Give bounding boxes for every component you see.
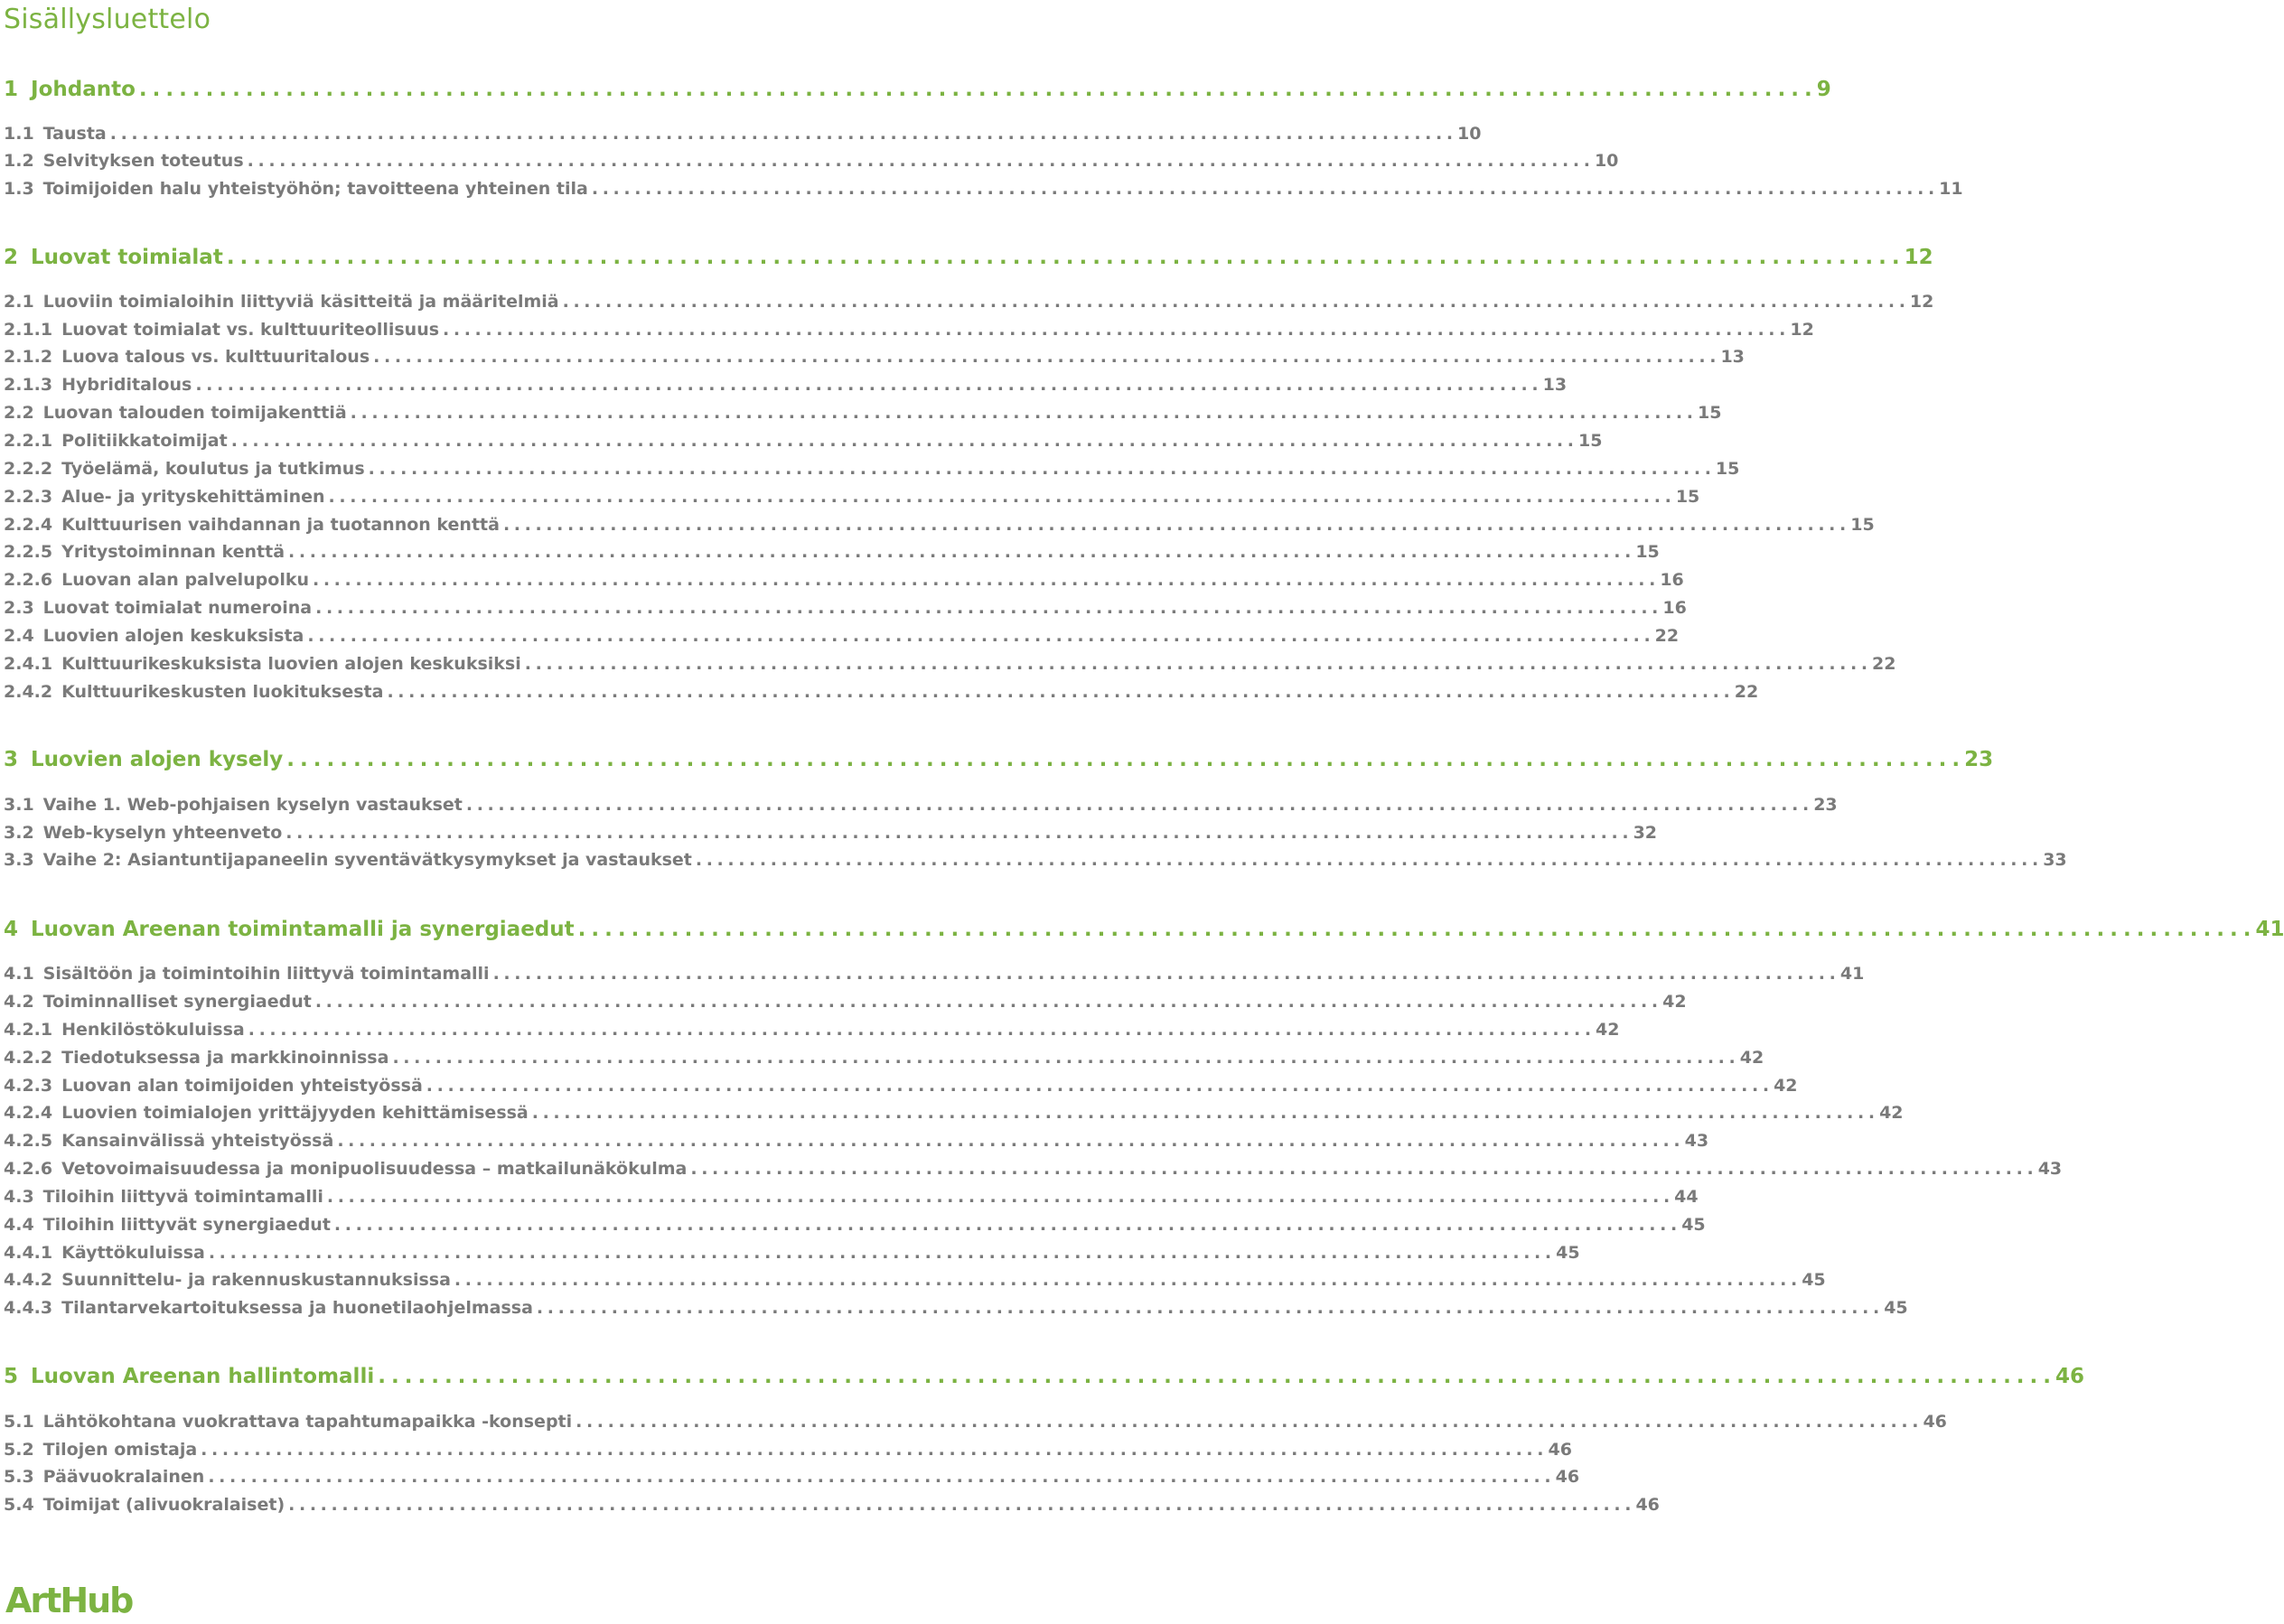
toc-entry-page: 15 <box>1715 459 1740 479</box>
toc-entry-page: 33 <box>2043 850 2067 870</box>
toc-chapter-entry[interactable] <box>4 74 1831 105</box>
toc-entry-label: Luovan talouden toimijakenttiä <box>42 403 347 423</box>
toc-entry-number: 2.1.1 <box>4 320 53 340</box>
toc-leader-dots <box>231 428 1573 454</box>
toc-entry-page: 42 <box>1879 1103 1904 1123</box>
toc-entry-label: Kulttuurikeskusten luokituksesta <box>61 682 384 702</box>
toc-entry-number: 2 <box>4 246 19 269</box>
toc-entry-number: 4.4.3 <box>4 1298 53 1318</box>
toc-entry-label: Vaihe 2: Asiantuntijapaneelin syventävätkysymykset ja vastaukset <box>42 850 692 870</box>
toc-section-entry[interactable] <box>4 1156 2063 1182</box>
toc-chapter-entry[interactable] <box>4 744 1994 775</box>
toc-section-entry[interactable] <box>4 651 1896 677</box>
toc-entry-page: 22 <box>1654 626 1680 646</box>
toc-section-entry[interactable] <box>4 1100 1904 1126</box>
toc-leader-dots <box>315 989 1657 1015</box>
toc-entry-label: Päävuokralainen <box>42 1467 205 1487</box>
toc-entry-page: 13 <box>1542 375 1568 395</box>
toc-entry-page: 45 <box>1884 1298 1908 1318</box>
toc-leader-dots <box>525 651 1867 677</box>
toc-entry-page: 11 <box>1939 179 1963 199</box>
toc-section-entry[interactable] <box>4 148 1619 174</box>
toc-section-entry[interactable] <box>4 289 1934 315</box>
toc-entry-number: 5.3 <box>4 1467 34 1487</box>
toc-entry-page: 44 <box>1674 1187 1699 1207</box>
toc-leader-dots <box>563 289 1905 315</box>
toc-section-entry[interactable] <box>4 820 1658 846</box>
toc-entry-label: Tilojen omistaja <box>42 1440 198 1460</box>
toc-entry-number: 2.4.2 <box>4 682 53 702</box>
toc-leader-dots <box>690 1156 2032 1182</box>
toc-entry-number: 3.1 <box>4 795 34 815</box>
toc-entry-label: Yritystoiminnan kenttä <box>61 542 286 562</box>
toc-entry-number: 2.2.6 <box>4 570 53 590</box>
toc-leader-dots <box>248 1017 1590 1043</box>
toc-leader-dots <box>307 623 1649 649</box>
toc-entry-number: 4.2.3 <box>4 1076 53 1096</box>
toc-leader-dots <box>327 1184 1669 1210</box>
toc-entry-number: 2.1.3 <box>4 375 53 395</box>
toc-entry-number: 4.2.2 <box>4 1048 53 1068</box>
toc-entry-number: 4 <box>4 918 19 941</box>
toc-entry-label: Kansainvälissä yhteistyössä <box>61 1131 334 1151</box>
toc-leader-dots <box>578 914 2251 945</box>
toc-entry-label: Hybriditalous <box>61 375 192 395</box>
toc-leader-dots <box>227 242 1899 273</box>
toc-entry-page: 45 <box>1556 1243 1580 1263</box>
toc-section-entry[interactable] <box>4 1267 1826 1293</box>
toc-leader-dots <box>288 539 1630 565</box>
toc-entry-page: 16 <box>1660 570 1684 590</box>
toc-entry-number: 4.1 <box>4 964 34 984</box>
toc-leader-dots <box>288 1492 1630 1518</box>
toc-entry-number: 4.4.2 <box>4 1270 53 1290</box>
toc-entry-page: 15 <box>1697 403 1722 423</box>
toc-leader-dots <box>208 1464 1549 1490</box>
toc-chapter-entry[interactable] <box>4 242 1933 273</box>
toc-leader-dots <box>329 484 1671 510</box>
toc-entry-label: Luovan alan toimijoiden yhteistyössä <box>61 1076 423 1096</box>
toc-leader-dots <box>443 317 1784 343</box>
toc-entry-number: 2.4 <box>4 626 34 646</box>
toc-section-entry[interactable] <box>4 372 1568 398</box>
toc-entry-number: 1.3 <box>4 179 34 199</box>
toc-leader-dots <box>466 792 1808 818</box>
toc-section-entry[interactable] <box>4 1073 1798 1099</box>
toc-section-entry[interactable] <box>4 1045 1764 1071</box>
toc-section-entry[interactable] <box>4 317 1814 343</box>
toc-section-entry[interactable] <box>4 961 1865 987</box>
toc-entry-page: 45 <box>1802 1270 1826 1290</box>
toc-entry-page: 42 <box>1739 1048 1764 1068</box>
toc-entry-label: Luoviin toimialoihin liittyviä käsitteitä ja määritelmiä <box>42 292 559 312</box>
toc-leader-dots <box>454 1267 1796 1293</box>
toc-leader-dots <box>248 148 1589 174</box>
toc-entry-number: 5.1 <box>4 1412 34 1432</box>
toc-section-entry[interactable] <box>4 1295 1908 1321</box>
toc-entry-number: 5.4 <box>4 1495 34 1515</box>
toc-section-entry[interactable] <box>4 989 1687 1015</box>
toc-leader-dots <box>537 1295 1878 1321</box>
toc-section-entry[interactable] <box>4 484 1700 510</box>
toc-section-entry[interactable] <box>4 1212 1706 1238</box>
toc-entry-label: Lähtökohtana vuokrattava tapahtumapaikka -konsepti <box>42 1412 573 1432</box>
toc-section-entry[interactable] <box>4 679 1759 705</box>
arthub-logo <box>5 1581 132 1620</box>
toc-leader-dots <box>426 1073 1768 1099</box>
toc-entry-number: 1.1 <box>4 124 34 144</box>
toc-section-entry[interactable] <box>4 512 1875 538</box>
toc-section-entry[interactable] <box>4 1437 1572 1463</box>
toc-entry-page: 23 <box>1813 795 1838 815</box>
toc-chapter-entry[interactable] <box>4 1361 2085 1392</box>
toc-entry-page: 15 <box>1675 487 1700 507</box>
toc-section-entry[interactable] <box>4 595 1687 621</box>
toc-entry-label: Alue- ja yrityskehittäminen <box>61 487 325 507</box>
toc-entry-page: 15 <box>1635 542 1660 562</box>
toc-entry-label: Tiloihin liittyvät synergiaedut <box>42 1215 331 1235</box>
toc-entry-label: Tausta <box>42 124 107 144</box>
toc-entry-label: Luovat toimialat numeroina <box>42 598 313 618</box>
toc-entry-page: 12 <box>1904 246 1933 269</box>
toc-entry-number: 4.2.1 <box>4 1020 53 1040</box>
toc-entry-label: Toiminnalliset synergiaedut <box>42 992 312 1012</box>
toc-entry-number: 2.2.1 <box>4 431 53 451</box>
toc-entry-page: 42 <box>1774 1076 1798 1096</box>
toc-section-entry[interactable] <box>4 623 1680 649</box>
toc-entry-label: Tiedotuksessa ja markkinoinnissa <box>61 1048 389 1068</box>
toc-entry-label: Luovien alojen keskuksista <box>42 626 304 646</box>
toc-entry-page: 12 <box>1790 320 1814 340</box>
toc-leader-dots <box>195 372 1537 398</box>
toc-leader-dots <box>378 1361 2050 1392</box>
toc-entry-page: 10 <box>1594 151 1619 171</box>
toc-entry-number: 5 <box>4 1365 19 1388</box>
toc-entry-label: Sisältöön ja toimintoihin liittyvä toimintamalli <box>42 964 490 984</box>
toc-leader-dots <box>337 1128 1679 1154</box>
toc-section-entry[interactable] <box>4 428 1603 454</box>
toc-entry-label: Luovat toimialat <box>31 246 223 269</box>
toc-section-entry[interactable] <box>4 847 2067 873</box>
toc-entry-number: 2.2.5 <box>4 542 53 562</box>
toc-entry-number: 4.2.4 <box>4 1103 53 1123</box>
toc-entry-number: 2.4.1 <box>4 654 53 674</box>
toc-entry-number: 1.2 <box>4 151 34 171</box>
toc-entry-page: 46 <box>1548 1440 1572 1460</box>
toc-entry-number: 3.2 <box>4 823 34 843</box>
toc-entry-number: 2.2.3 <box>4 487 53 507</box>
toc-entry-page: 10 <box>1457 124 1482 144</box>
toc-entry-number: 4.2 <box>4 992 34 1012</box>
toc-entry-page: 41 <box>2255 918 2284 941</box>
toc-entry-number: 1 <box>4 78 19 101</box>
toc-entry-number: 2.1 <box>4 292 34 312</box>
toc-entry-page: 32 <box>1633 823 1658 843</box>
toc-leader-dots <box>110 121 1452 147</box>
toc-entry-page: 45 <box>1681 1215 1706 1235</box>
toc-entry-number: 2.2.4 <box>4 515 53 535</box>
toc-leader-dots <box>286 744 1959 775</box>
toc-leader-dots <box>493 961 1835 987</box>
toc-leader-dots <box>351 400 1692 426</box>
toc-entry-page: 43 <box>1684 1131 1709 1151</box>
toc-entry-label: Suunnittelu- ja rakennuskustannuksissa <box>61 1270 451 1290</box>
toc-entry-page: 13 <box>1720 347 1745 367</box>
toc-entry-label: Työelämä, koulutus ja tutkimus <box>61 459 365 479</box>
toc-leader-dots <box>592 176 1933 202</box>
toc-entry-page: 23 <box>1964 748 1994 771</box>
toc-section-entry[interactable] <box>4 176 1963 202</box>
toc-entry-number: 4.3 <box>4 1187 34 1207</box>
toc-leader-dots <box>209 1240 1550 1266</box>
toc-entry-number: 4.4.1 <box>4 1243 53 1263</box>
toc-leader-dots <box>334 1212 1676 1238</box>
toc-entry-label: Luovat toimialat vs. kulttuuriteollisuus <box>61 320 440 340</box>
toc-entry-page: 22 <box>1734 682 1759 702</box>
toc-entry-page: 46 <box>2055 1365 2085 1388</box>
toc-entry-label: Luovan Areenan toimintamalli ja synergiaedut <box>31 918 575 941</box>
toc-leader-dots <box>696 847 2037 873</box>
toc-section-entry[interactable] <box>4 1184 1699 1210</box>
toc-section-entry[interactable] <box>4 567 1684 593</box>
toc-entry-label: Kulttuurikeskuksista luovien alojen keskuksiksi <box>61 654 521 674</box>
toc-entry-label: Tiloihin liittyvä toimintamalli <box>42 1187 323 1207</box>
toc-leader-dots <box>313 567 1654 593</box>
toc-leader-dots <box>503 512 1845 538</box>
toc-section-entry[interactable] <box>4 400 1722 426</box>
toc-leader-dots <box>286 820 1627 846</box>
toc-entry-page: 15 <box>1850 515 1875 535</box>
toc-entry-page: 43 <box>2037 1159 2063 1179</box>
toc-entry-page: 41 <box>1839 964 1865 984</box>
toc-entry-page: 42 <box>1596 1020 1620 1040</box>
toc-entry-label: Web-kyselyn yhteenveto <box>42 823 283 843</box>
toc-section-entry[interactable] <box>4 539 1660 565</box>
toc-section-entry[interactable] <box>4 1409 1947 1435</box>
toc-entry-label: Luovan alan palvelupolku <box>61 570 310 590</box>
toc-section-entry[interactable] <box>4 1240 1580 1266</box>
toc-entry-number: 2.2.2 <box>4 459 53 479</box>
toc-section-entry[interactable] <box>4 121 1482 147</box>
toc-entry-number: 2.1.2 <box>4 347 53 367</box>
toc-entry-number: 4.2.6 <box>4 1159 53 1179</box>
toc-entry-number: 3 <box>4 748 19 771</box>
toc-leader-dots <box>576 1409 1917 1435</box>
toc-entry-page: 42 <box>1662 992 1687 1012</box>
toc-section-entry[interactable] <box>4 1464 1580 1490</box>
toc-entry-page: 46 <box>1555 1467 1580 1487</box>
toc-leader-dots <box>369 456 1710 482</box>
toc-entry-number: 4.4 <box>4 1215 34 1235</box>
toc-entry-label: Tilantarvekartoituksessa ja huonetilaohjelmassa <box>61 1298 533 1318</box>
toc-section-entry[interactable] <box>4 1492 1660 1518</box>
toc-entry-label: Vetovoimaisuudessa ja monipuolisuudessa – matkailunäkökulma <box>61 1159 688 1179</box>
toc-entry-page: 22 <box>1872 654 1896 674</box>
toc-entry-label: Johdanto <box>31 78 136 101</box>
toc-entry-label: Luovien toimialojen yrittäjyyden kehittämisessä <box>61 1103 529 1123</box>
toc-entry-page: 9 <box>1816 78 1831 101</box>
page-title: Sisällysluettelo <box>4 4 211 35</box>
toc-entry-label: Toimijoiden halu yhteistyöhön; tavoitteena yhteinen tila <box>42 179 588 199</box>
toc-entry-page: 46 <box>1635 1495 1660 1515</box>
toc-section-entry[interactable] <box>4 792 1838 818</box>
toc-leader-dots <box>201 1437 1542 1463</box>
toc-entry-label: Luovien alojen kysely <box>31 748 284 771</box>
toc-leader-dots <box>139 74 1811 105</box>
toc-entry-label: Luova talous vs. kulttuuritalous <box>61 347 370 367</box>
toc-entry-label: Selvityksen toteutus <box>42 151 244 171</box>
toc-leader-dots <box>532 1100 1874 1126</box>
toc-chapter-entry[interactable] <box>4 914 2284 945</box>
toc-entry-page: 46 <box>1923 1412 1947 1432</box>
toc-section-entry[interactable] <box>4 344 1745 370</box>
toc-leader-dots <box>315 595 1657 621</box>
toc-leader-dots <box>373 344 1715 370</box>
toc-entry-page: 16 <box>1662 598 1687 618</box>
toc-entry-label: Toimijat (alivuokralaiset) <box>42 1495 286 1515</box>
toc-entry-page: 15 <box>1578 431 1603 451</box>
toc-entry-number: 2.3 <box>4 598 34 618</box>
toc-leader-dots <box>387 679 1728 705</box>
toc-entry-number: 3.3 <box>4 850 34 870</box>
toc-entry-label: Henkilöstökuluissa <box>61 1020 245 1040</box>
toc-entry-label: Politiikkatoimijat <box>61 431 228 451</box>
toc-entry-label: Käyttökuluissa <box>61 1243 205 1263</box>
toc-entry-number: 2.2 <box>4 403 34 423</box>
toc-section-entry[interactable] <box>4 1128 1709 1154</box>
toc-entry-label: Vaihe 1. Web-pohjaisen kyselyn vastaukset <box>42 795 463 815</box>
toc-entry-page: 12 <box>1909 292 1934 312</box>
logo-text: ArtHub <box>5 1581 133 1620</box>
toc-leader-dots <box>392 1045 1734 1071</box>
toc-section-entry[interactable] <box>4 1017 1620 1043</box>
toc-entry-label: Luovan Areenan hallintomalli <box>31 1365 375 1388</box>
toc-section-entry[interactable] <box>4 456 1740 482</box>
toc-entry-label: Kulttuurisen vaihdannan ja tuotannon kenttä <box>61 515 500 535</box>
toc-entry-number: 5.2 <box>4 1440 34 1460</box>
toc-entry-number: 4.2.5 <box>4 1131 53 1151</box>
